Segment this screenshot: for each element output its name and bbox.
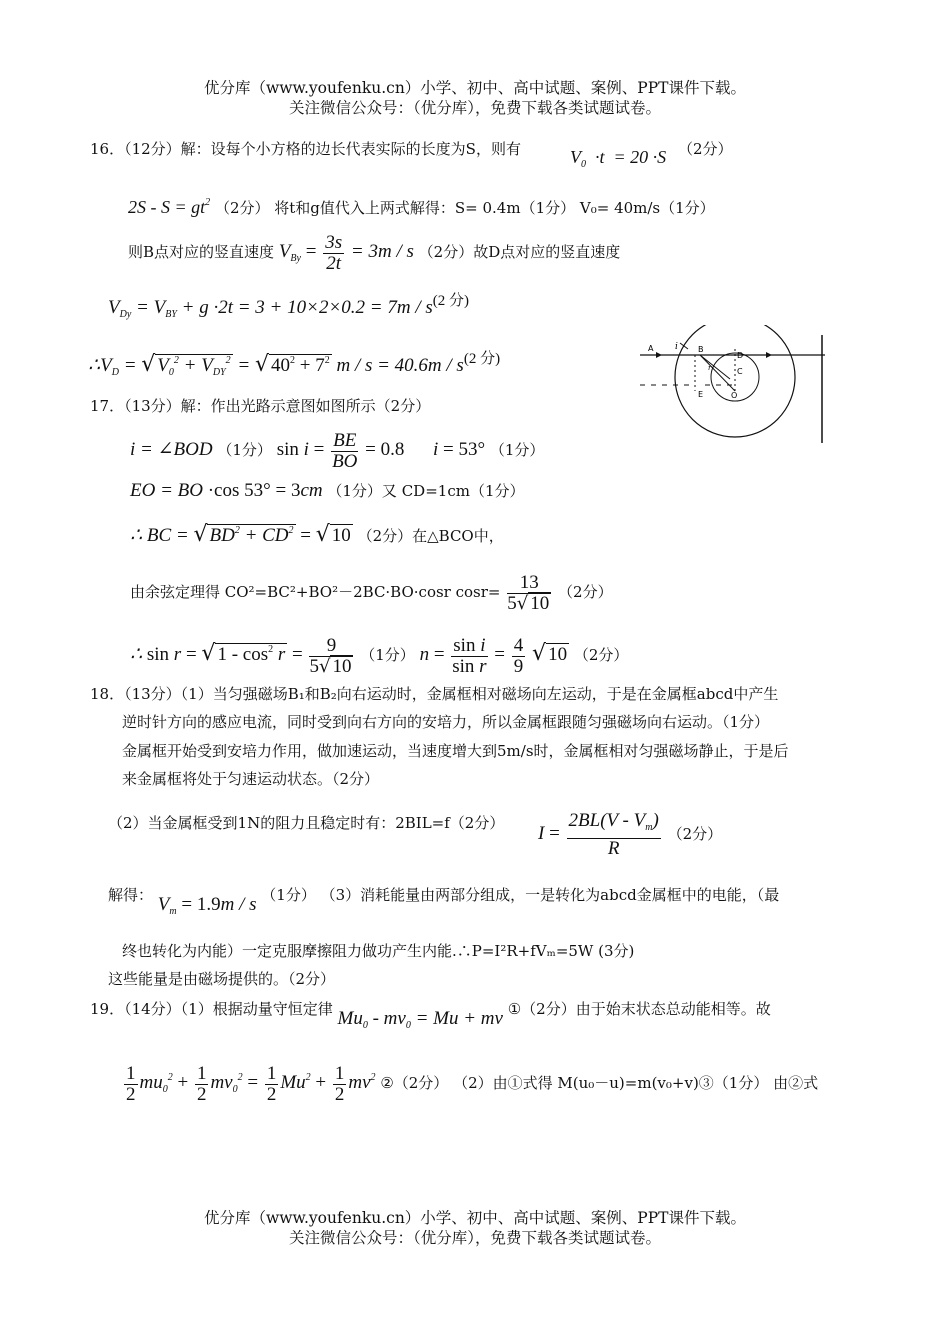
label-B: B [698, 345, 704, 354]
footer-line-2: 关注微信公众号：（优分库），免费下载各类试题试卷。 [288, 1229, 661, 1247]
arrow-icon [656, 352, 662, 358]
q16-intro: 16．（12分）解：设每个小方格的边长代表实际的长度为S，则有 [90, 140, 521, 158]
q18-eq-I: I = $\frac{2BL(V - V_m)}{R}$ （2分） [538, 810, 723, 859]
q18-p6: 解得： $V_m = 1.9m / s$ （1分） （3）消耗能量由两部分组成，一是转化为abcd金属框中的电能，（最 [108, 886, 780, 917]
label-A: A [648, 344, 654, 353]
q18-p4: 来金属框将处于匀速运动状态。（2分） [122, 770, 380, 788]
q18-p2: 逆时针方向的感应电流，同时受到向右方向的安培力，所以金属框跟随匀强磁场向右运动。（1分） [122, 713, 770, 731]
q16-line2: $2S - S = gt^2$ （2分） 将t和g值代入上两式解得：S= 0.4m（1分） V₀= 40m/s（1分） [128, 197, 715, 217]
label-i: i [675, 342, 678, 352]
q19-p2: $\frac{1}{2}$ $mu_0^2$ + $\frac{1}{2}$ $mv_0^2$ = $\frac{1}{2}$ $Mu^2$ + $\frac{1}{2}$ $mv^2$ ②（2分） （2）由①式得 M(u₀－u)=m(v₀+v)③（1分） 由②式 [126, 1062, 819, 1105]
q17-line1: i = ∠BOD （1分） sin i = $\frac{BE}{BO}$ = 0.8 i = 53° （1分） [130, 429, 545, 472]
footer-line-1: 优分库（www.youfenku.cn）小学、初中、高中试题、案例、PPT课件下载。 [203, 1209, 747, 1227]
q16-eq1: $V_0 \cdot t = 20 \cdot S$ [570, 147, 667, 170]
q16-line3: 则B点对应的竖直速度 $V_{By}$ = $\frac{3s}{2t}$ = 3m / s （2分）故D点对应的竖直速度 [128, 231, 621, 274]
q18-p1: 18．（13分）（1）当匀强磁场B₁和B₂向右运动时，金属框相对磁场向左运动，于是在金属框abcd中产生 [90, 685, 779, 703]
label-O: O [731, 391, 738, 400]
q17-line2: EO = BO ·cos 53° = 3cm （1分）又 CD=1cm（1分） [130, 480, 525, 501]
label-r: r [708, 364, 712, 372]
q17-intro: 17．（13分）解：作出光路示意图如图所示（2分） [90, 397, 431, 415]
header-line-1: 优分库（www.youfenku.cn）小学、初中、高中试题、案例、PPT课件下载。 [203, 79, 747, 97]
q17-line3: ∴ BC = √ $BD^2 + CD^2$ = √ 10 （2分）在△BCO中， [130, 522, 504, 547]
q17-line5: ∴ sin r = √ $1 - \cos^2 r$ = $\frac{9}{5√ 10}$ （1分） n = $\frac{\text{sin i}}{\text{sin r}}$ = $\frac{4}{9}$ √ 10 （2分） [130, 634, 629, 677]
optics-diagram [640, 325, 830, 445]
q18-p3: 金属框开始受到安培力作用，做加速运动，当速度增大到5m/s时，金属框相对匀强磁场静止，于是后 [122, 742, 789, 760]
label-D: D [737, 351, 744, 360]
q19-p1: 19．（14分）（1）根据动量守恒定律 $Mu_0 - mv_0 = Mu$ + mv ①（2分）由于始末状态总动能相等。故 [90, 1000, 771, 1031]
q16-eq5: $\therefore V_D$ = √ $V_0^2 + V_{DY}^2$ = √ $40^2 + 7^2$ $m / s = 40.6m / s^{(2 分)}$ [88, 351, 501, 378]
label-C: C [737, 367, 743, 376]
q17-line4: 由余弦定理得 CO²=BC²+BO²－2BC·BO·cosr cosr= $\frac{13}{5√ 10}$ （2分） [130, 571, 613, 614]
q18-p7: 终也转化为内能）一定克服摩擦阻力做功产生内能.∴P=I²R+fVₘ=5W (3分) [122, 942, 635, 960]
label-E: E [698, 390, 704, 399]
q18-p5: （2）当金属框受到1N的阻力且稳定时有：2BIL=f（2分） [108, 814, 505, 832]
q16-score: （2分） [678, 140, 733, 158]
header-line-2: 关注微信公众号：（优分库），免费下载各类试题试卷。 [288, 99, 661, 117]
q18-p8: 这些能量是由磁场提供的。（2分） [108, 970, 336, 988]
q16-eq4: $V_{Dy} = V_{BY} + g \cdot 2t = 3 + 10\times 2\times 0.2 = 7m / s^{(2 分)}$ [108, 293, 469, 320]
